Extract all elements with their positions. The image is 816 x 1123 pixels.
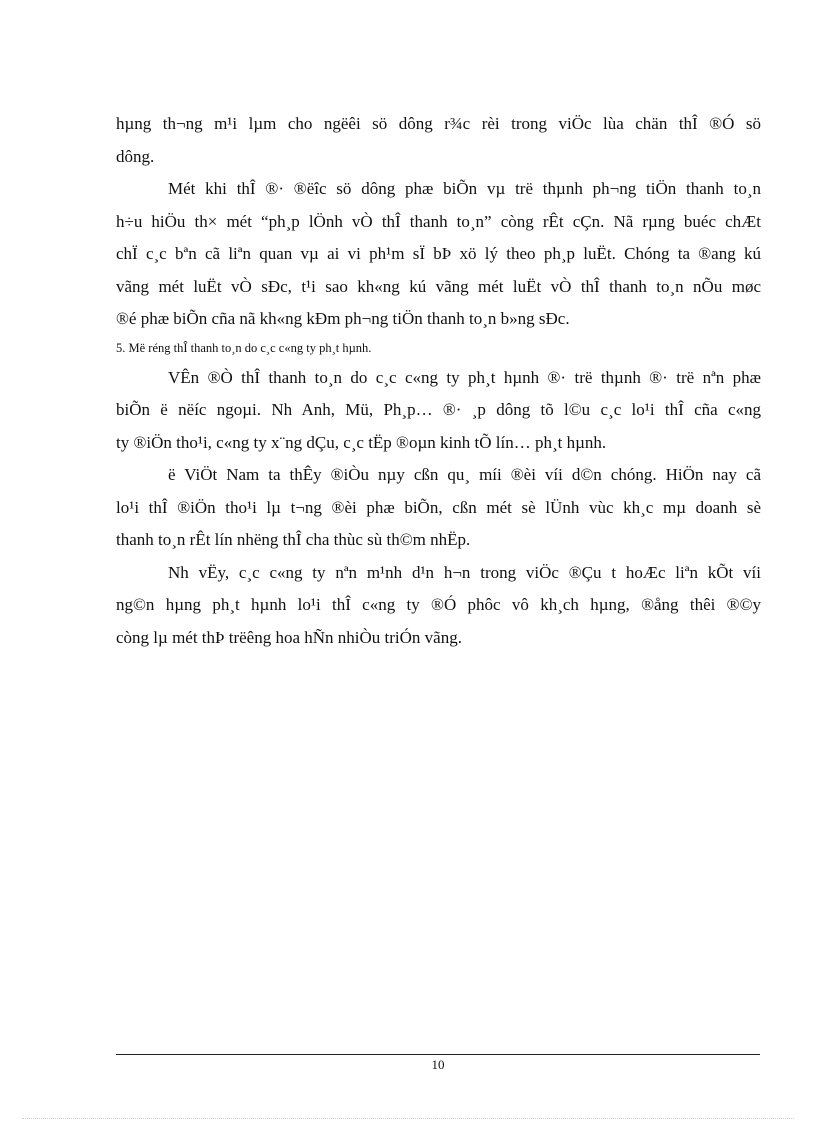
- page-bottom-border: [22, 1118, 794, 1119]
- paragraph-line: dông.: [116, 146, 155, 166]
- paragraph-line: chÏ c¸c bªn cã liªn quan vµ ai vi ph¹m sÏ bÞ xö lý theo ph¸p luËt. Chóng ta ®ang kú: [116, 244, 761, 263]
- paragraph-line: h÷u hiÖu th× mét “ph¸p lÖnh vÒ thÎ thanh to¸n” còng rÊt cÇn. Nã rµng buéc chÆt: [116, 211, 761, 231]
- paragraph-5: [116, 557, 761, 655]
- paragraph-3: [116, 362, 761, 460]
- paragraph-line: ty ®iÖn tho¹i, c«ng ty x¨ng dÇu, c¸c tËp ®oµn kinh tÕ lín… ph¸t hµnh.: [116, 432, 607, 452]
- paragraph-line: biÕn ë nëíc ngoµi. Nh Anh, Mü, Ph¸p… ®· ¸p dông tõ l©u c¸c lo¹i thÎ cña c«ng: [116, 400, 761, 419]
- paragraph-4: [116, 459, 761, 557]
- paragraph-line: ®é phæ biÕn cña nã kh«ng kÐm ph¬ng tiÖn thanh to¸n b»ng sÐc.: [116, 309, 570, 328]
- section-heading: 5. Më réng thÎ thanh to¸n do c¸c c«ng ty ph¸t hµnh.: [116, 340, 372, 355]
- page-number: 10: [431, 1057, 445, 1072]
- paragraph-line: lo¹i thÎ ®iÖn tho¹i lµ t¬ng ®èi phæ biÕn, cßn mét sè lÜnh vùc kh¸c mµ doanh sè: [116, 497, 761, 517]
- paragraph-2: [116, 173, 761, 336]
- paragraph-line: Mét khi thÎ ®· ®ëîc sö dông phæ biÕn vµ trë thµnh ph¬ng tiÖn thanh to¸n: [168, 179, 761, 198]
- paragraph-line: hµng th¬ng m¹i lµm cho ngëêi sö dông r¾c rèi trong viÖc lùa chän thÎ ®Ó sö: [116, 114, 761, 133]
- paragraph-line: còng lµ mét thÞ trëêng hoa hÑn nhiÒu triÓn vãng.: [116, 627, 462, 647]
- footer-divider: [116, 1054, 760, 1055]
- paragraph-line: ë ViÖt Nam ta thÊy ®iÒu nµy cßn qu¸ míi ®èi víi d©n chóng. HiÖn nay cã: [168, 465, 761, 484]
- paragraph-line: VÊn ®Ò thÎ thanh to¸n do c¸c c«ng ty ph¸t hµnh ®· trë thµnh ®· trë nªn phæ: [168, 367, 761, 387]
- paragraph-line: ng©n hµng ph¸t hµnh lo¹i thÎ c«ng ty ®Ó phôc vô kh¸ch hµng, ®ång thêi ®©y: [116, 595, 761, 614]
- paragraph-line: thanh to¸n rÊt lín nhëng thÎ cha thùc sù th©m nhËp.: [116, 530, 471, 549]
- body-text: [116, 108, 761, 654]
- paragraph-1: [116, 108, 761, 173]
- paragraph-line: Nh vËy, c¸c c«ng ty nªn m¹nh d¹n h¬n trong viÖc ®Çu t hoÆc liªn kÕt víi: [168, 562, 761, 582]
- paragraph-line: vãng mét luËt vÒ sÐc, t¹i sao kh«ng kú vãng mét luËt vÒ thÎ thanh to¸n nÕu møc: [116, 276, 761, 296]
